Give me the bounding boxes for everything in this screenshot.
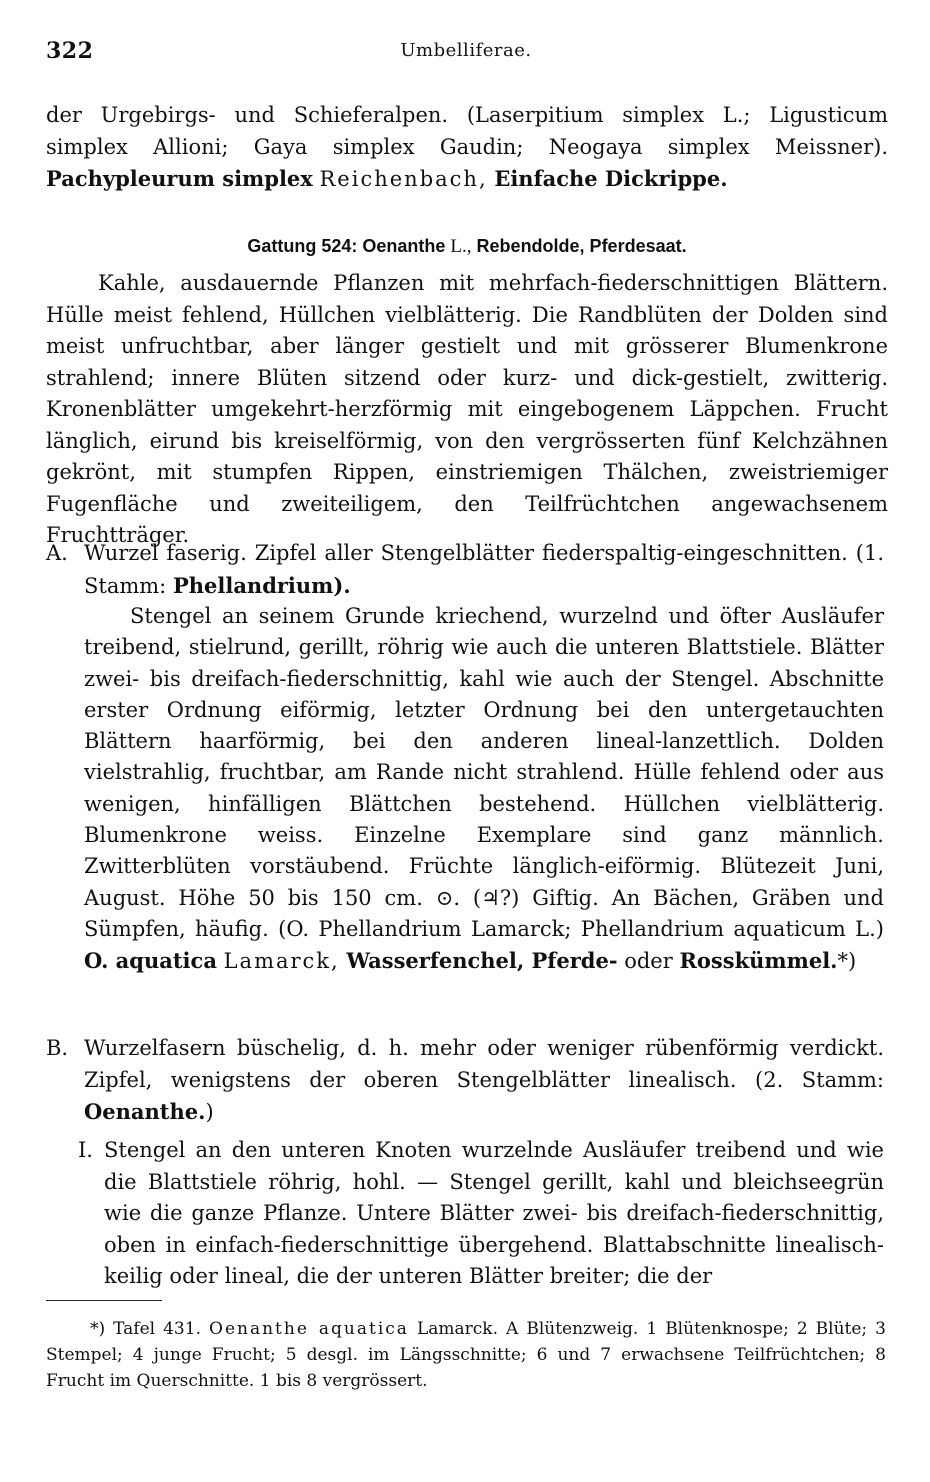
species-oder: oder — [624, 949, 673, 974]
key-marker-a: A. — [46, 541, 68, 565]
intro-species: Pachypleurum simplex — [46, 166, 313, 191]
footnote-marker: *) Tafel 431. — [90, 1319, 201, 1339]
key-b-stamm: Oenanthe. — [84, 1099, 206, 1124]
genus-label: Gattung 524: Oenanthe — [247, 236, 446, 256]
footnote-species: Oenanthe aquatica — [209, 1319, 409, 1339]
key-item-i — [78, 1135, 884, 1293]
intro-text: der Urgebirgs- und Schieferalpen. (Laserpitium simplex L.; Ligusticum simplex Allioni; Gaya simplex Gaudin; Neogaya simplex Meissner). — [46, 103, 888, 159]
species-common-name-2: Rosskümmel. — [679, 948, 838, 974]
key-marker-i: I. — [78, 1138, 93, 1162]
page-number: 322 — [46, 38, 94, 64]
key-marker-b: B. — [46, 1036, 69, 1060]
species-author: Lamarck, — [223, 949, 340, 974]
footnote-reference: *) — [837, 949, 857, 974]
species-name: O. aquatica — [84, 948, 217, 974]
species-description — [84, 601, 884, 978]
intro-author: Reichenbach, — [319, 167, 488, 191]
running-head: Umbelliferae. — [400, 40, 532, 61]
intro-paragraph — [46, 100, 888, 196]
species-common-name-1: Wasserfenchel, Pferde- — [346, 948, 618, 974]
key-b-close: ) — [205, 1100, 214, 1124]
key-i-text: Stengel an den unteren Knoten wurzelnde Ausläufer treibend und wie die Blattstiele röhrig, hohl. — Stengel gerillt, kahl und bleichseegrün wie die ganze Pflanze. Untere Blätter zwei- bis dreifach-fiederschnittig, oben in einfach-fiederschnittige übergehend. Blattabschnitte linealisch-keilig oder lineal, die der unteren Blätter breiter; die der — [104, 1138, 884, 1288]
key-b-text: Wurzelfasern büschelig, d. h. mehr oder weniger rübenförmig verdickt. Zipfel, wenigstens der oberen Stengelblätter linealisch. (2. Stamm: — [84, 1036, 884, 1092]
genus-diagnosis: Kahle, ausdauernde Pflanzen mit mehrfach-fiederschnittigen Blättern. Hülle meist fehlend, Hüllchen vielblätterig. Die Randblüten der Dolden sind meist unfruchtbar, aber länger gestielt und mit grösserer Blumenkrone strahlend; innere Blüten sitzend oder kurz- und dick-gestielt, zwitterig. Kronenblätter umgekehrt-herzförmig mit eingebogenem Läppchen. Frucht länglich, eirund bis kreiselförmig, von den vergrösserten fünf Kelchzähnen gekrönt, mit stumpfen Rippen, einstriemigen Thälchen, zweistriemiger Fugenfläche und zweiteiligem, den Teilfrüchtchen angewachsenem Fruchtträger. — [46, 271, 888, 547]
key-a-stamm: Phellandrium). — [172, 572, 351, 598]
genus-author: L., — [450, 236, 472, 257]
intro-common-name: Einfache Dickrippe. — [494, 166, 728, 191]
species-description-text: Stengel an seinem Grunde kriechend, wurzelnd und öfter Ausläufer treibend, stielrund, gerillt, röhrig wie auch die unteren Blattstiele. Blätter zwei- bis dreifach-fiederschnittig, kahl wie auch der Stengel. Abschnitte erster Ordnung eiförmig, letzter Ordnung bei den untergetauchten Blättern haarförmig, bei den anderen lineal-lanzettlich. Dolden vielstrahlig, fruchtbar, am Rande nicht strahlend. Hülle fehlend oder aus wenigen, hinfälligen Blättchen bestehend. Hüllchen vielblätterig. Blumenkrone weiss. Einzelne Exemplare sind ganz männlich. Zwitterblüten vorstäubend. Früchte länglich-eiförmig. Blütezeit Juni, August. Höhe 50 bis 150 cm. ⊙. (♃?) Giftig. An Bächen, Gräben und Sümpfen, häufig. (O. Phellandrium Lamarck; Phellandrium aquaticum L.) — [84, 604, 884, 941]
footnote-text: Lamarck. A Blütenzweig. 1 Blütenknospe; 2 Blüte; 3 Stempel; 4 junge Frucht; 5 desgl. im Längsschnitte; 6 und 7 erwachsene Teilfrüchtchen; 8 Frucht im Querschnitte. 1 bis 8 vergrössert. — [46, 1319, 886, 1391]
genus-heading — [46, 236, 888, 258]
key-a-text: Wurzel faserig. Zipfel aller Stengelblätter fiederspaltig-eingeschnitten. (1. Stamm: — [84, 541, 884, 598]
page-header — [46, 38, 886, 78]
footnote — [46, 1316, 886, 1394]
key-item-b — [46, 1033, 884, 1129]
footnote-divider — [46, 1300, 162, 1301]
key-item-a — [46, 538, 884, 602]
genus-names: Rebendolde, Pferdesaat. — [476, 236, 687, 256]
